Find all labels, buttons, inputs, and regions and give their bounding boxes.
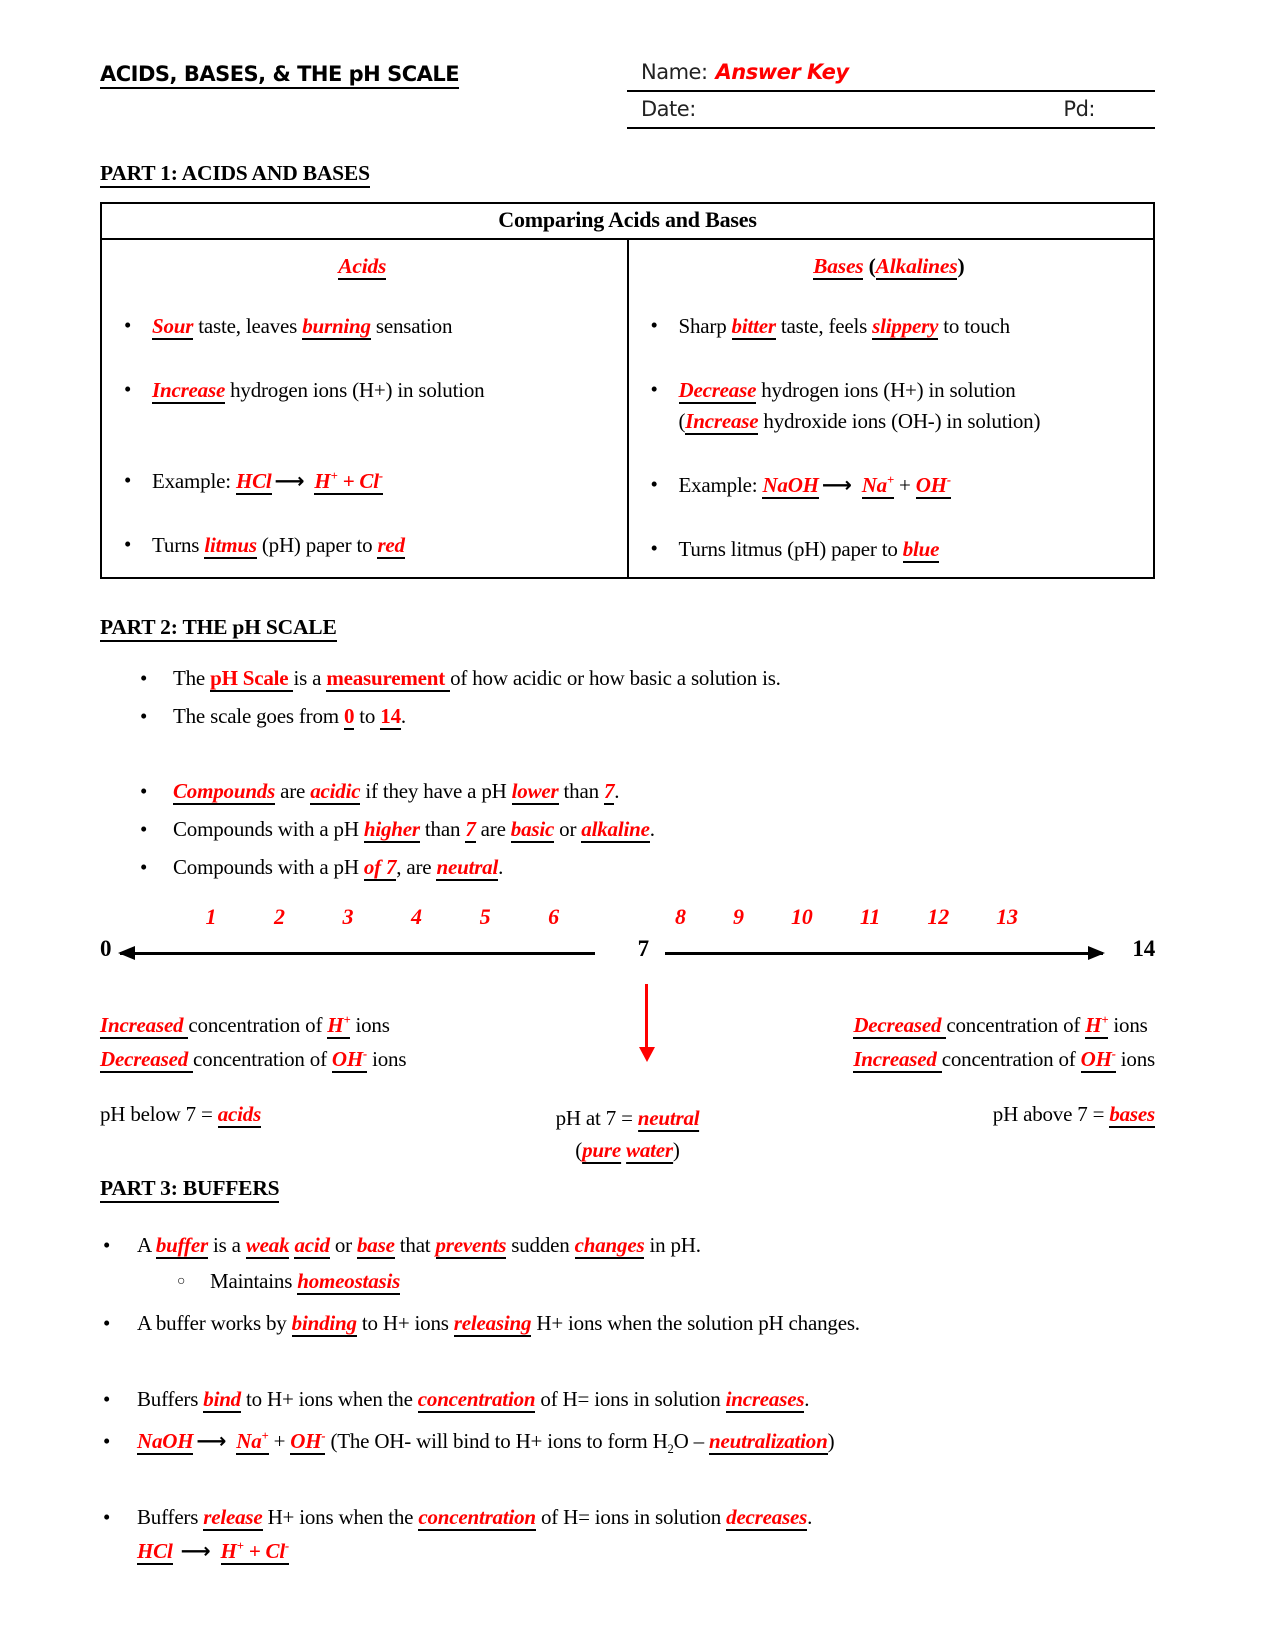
header (100, 60, 1155, 129)
text-segment: The (173, 666, 211, 690)
text-segment: to H+ ions (356, 1311, 454, 1335)
list-item (103, 1307, 1155, 1339)
tick-label: 5 (479, 904, 491, 929)
list-item (177, 1265, 1155, 1297)
text-segment: concentration (417, 1387, 536, 1411)
text-segment: blue (902, 537, 940, 561)
text-segment: sudden (506, 1233, 575, 1257)
text-segment: bases (1109, 1102, 1155, 1126)
text-segment: . (649, 817, 655, 841)
text-segment: base (357, 1233, 395, 1257)
date-row (627, 92, 1155, 129)
table-body-row (101, 239, 1154, 578)
list-item (635, 470, 1144, 501)
text-segment: ions (1108, 1013, 1148, 1037)
text-segment: NaOH (762, 473, 819, 497)
text-segment: H+ (327, 1013, 351, 1037)
text-segment: if they have a pH (360, 779, 512, 803)
text-segment: A buffer works by (137, 1311, 292, 1335)
text-segment: , are (396, 855, 437, 879)
text-segment: Na+ (861, 473, 894, 497)
text-segment: that (394, 1233, 436, 1257)
text-segment: OH- (331, 1047, 368, 1071)
text-segment: Increased (100, 1013, 189, 1037)
text-segment: Example: (678, 473, 763, 497)
text-segment: ions (367, 1047, 407, 1071)
text-segment: is a (207, 1233, 246, 1257)
acids-column (101, 239, 628, 578)
text-segment: in pH. (644, 1233, 701, 1257)
text-segment: changes (574, 1233, 645, 1257)
text-segment: measurement (326, 666, 451, 690)
text-segment: of 7 (363, 855, 397, 879)
left-arrow-line (120, 952, 595, 955)
base-side-note (853, 1008, 1155, 1076)
part3-heading: PART 3: BUFFERS (100, 1176, 1155, 1201)
text-segment: 0 (343, 704, 355, 728)
text-segment: prevents (435, 1233, 507, 1257)
text-segment: water (626, 1138, 673, 1162)
text-segment: hydrogen ions (H+) in solution (225, 378, 485, 402)
text-segment: or (329, 1233, 357, 1257)
part3-bullet-list (100, 1229, 1155, 1567)
page-title: ACIDS, BASES, & THE pH SCALE (100, 60, 627, 86)
text-segment: Decreased (853, 1013, 947, 1037)
text-segment: bitter (731, 314, 776, 338)
text-segment: ions (1115, 1047, 1155, 1071)
right-arrow-icon: ⟶ (196, 1429, 227, 1453)
ph-scale-right-ticks (675, 904, 1018, 930)
ph-at-note (556, 1102, 700, 1166)
list-item (108, 375, 617, 433)
text-segment: HCl (235, 469, 272, 493)
text-segment: Turns litmus (pH) paper to (678, 537, 903, 561)
text-segment: are (275, 779, 311, 803)
text-segment: pH Scale (210, 666, 294, 690)
text-segment: concentration of (193, 1047, 332, 1071)
text-segment: acidic (310, 779, 361, 803)
tick-label: 2 (274, 904, 285, 929)
text-segment: weak (245, 1233, 290, 1257)
text-segment: 7 (603, 779, 615, 803)
text-segment: to (354, 704, 381, 728)
text-segment: O – (673, 1429, 710, 1453)
text-segment: is a (293, 666, 327, 690)
ph-below-note (100, 1102, 261, 1127)
text-segment: ( (863, 254, 876, 278)
list-item (103, 1229, 1155, 1297)
text-segment: lower (511, 779, 559, 803)
text-segment: The scale goes from (173, 704, 344, 728)
text-segment: Maintains (210, 1269, 298, 1293)
text-segment: hydroxide ions (OH-) in solution) (758, 409, 1041, 433)
text-segment: concentration (418, 1505, 536, 1529)
text-segment: hydrogen ions (H+) in solution (756, 378, 1016, 402)
text-segment: of H= ions in solution (535, 1505, 727, 1529)
text-segment: Compounds with a pH (173, 855, 364, 879)
down-arrow-icon (645, 984, 648, 1050)
tick-label: 8 (674, 904, 686, 929)
bases-column-header (635, 254, 1144, 279)
part2-heading: PART 2: THE pH SCALE (100, 615, 1155, 640)
tick-label: 11 (859, 904, 881, 929)
text-segment: H+ + Cl- (220, 1539, 289, 1563)
text-segment: Increase (152, 378, 226, 402)
text-segment: ) (827, 1429, 835, 1453)
text-segment: neutral (637, 1106, 700, 1130)
text-segment: concentration of (188, 1013, 328, 1037)
tick-label: 9 (732, 904, 744, 929)
name-row (627, 60, 1155, 92)
acids-bullet-list (108, 311, 617, 561)
text-segment: pH at 7 = (555, 1106, 638, 1130)
text-segment: H+ ions when the (262, 1505, 419, 1529)
text-segment: sensation (370, 314, 453, 338)
text-segment: ) (672, 1138, 680, 1162)
text-segment: alkaline (581, 817, 650, 841)
acids-column-header (108, 254, 617, 279)
sub-bullet-list (137, 1265, 1155, 1297)
scale-mid-label: 7 (637, 936, 649, 961)
text-segment: pH above 7 = (992, 1102, 1110, 1126)
text-segment: of H= ions in solution (535, 1387, 726, 1411)
comparison-table (100, 202, 1155, 579)
text-segment: than (558, 779, 604, 803)
text-segment (173, 1539, 178, 1563)
text-segment: Buffers (137, 1505, 204, 1529)
text-segment: to touch (938, 314, 1010, 338)
list-item (108, 311, 617, 342)
text-segment: basic (510, 817, 555, 841)
text-segment: Example: (152, 469, 236, 493)
list-item (140, 700, 1155, 733)
tick-label: 10 (791, 904, 813, 929)
text-segment: acids (217, 1102, 262, 1126)
text-segment: taste, leaves (193, 314, 303, 338)
text-segment: than (419, 817, 466, 841)
right-arrow-icon: ⟶ (821, 473, 852, 497)
text-segment: H+ + Cl- (314, 469, 383, 493)
list-item (635, 375, 1144, 437)
text-segment: OH- (1080, 1047, 1116, 1071)
list-item (103, 1383, 1155, 1415)
text-segment: Increased (853, 1047, 942, 1071)
text-segment: HCl (137, 1539, 173, 1563)
list-item (635, 534, 1144, 565)
text-segment: buffer (155, 1233, 208, 1257)
text-segment: . (804, 1387, 810, 1411)
text-segment: neutral (436, 855, 499, 879)
text-segment: 7 (465, 817, 476, 841)
text-segment: neutralization (709, 1429, 828, 1453)
text-segment: Compounds with a pH (173, 817, 364, 841)
part2-bullet-list (100, 662, 1155, 884)
text-segment: Na+ (236, 1429, 269, 1453)
scale-min-label: 0 (100, 936, 112, 961)
list-item (103, 1501, 1155, 1567)
text-segment: ( (575, 1138, 583, 1162)
tick-label: 12 (927, 904, 950, 929)
right-arrow-icon: ⟶ (274, 469, 305, 493)
text-segment: . (614, 779, 620, 803)
text-segment: Buffers (137, 1387, 204, 1411)
text-segment: concentration of (941, 1047, 1081, 1071)
text-segment: pure (582, 1138, 621, 1162)
list-item (635, 311, 1144, 342)
text-segment: Decreased (100, 1047, 194, 1071)
scale-max-label: 14 (1132, 936, 1155, 961)
part1-heading: PART 1: ACIDS AND BASES (100, 161, 1155, 186)
bases-bullet-list (635, 311, 1144, 565)
text-segment: (The OH- will bind to H+ ions to form H (325, 1429, 668, 1453)
name-answer: Answer Key (715, 60, 849, 84)
list-item (108, 466, 617, 497)
text-segment: 14 (380, 704, 401, 728)
date-label: Date: (641, 97, 696, 121)
text-segment: ions (350, 1013, 390, 1037)
text-segment: pH below 7 = (100, 1102, 218, 1126)
text-segment: H+ (1085, 1013, 1109, 1037)
text-segment: A (137, 1233, 156, 1257)
text-segment: increases (725, 1387, 805, 1411)
text-segment: red (377, 533, 405, 557)
tick-label: 1 (205, 904, 217, 929)
text-segment: ) (957, 254, 965, 278)
text-segment: ( (678, 409, 686, 433)
list-item (140, 851, 1155, 884)
text-segment: OH- (915, 473, 951, 497)
text-segment: Turns (152, 533, 205, 557)
text-segment: (pH) paper to (256, 533, 378, 557)
text-segment: are (475, 817, 511, 841)
tick-label: 13 (996, 904, 1018, 929)
list-item (108, 530, 617, 561)
text-segment: or (554, 817, 582, 841)
tick-label: 4 (411, 904, 422, 929)
text-segment: burning (302, 314, 371, 338)
right-arrow-line (665, 952, 1103, 955)
text-segment: to H+ ions when the (240, 1387, 418, 1411)
list-item (103, 1425, 1155, 1457)
table-title: Comparing Acids and Bases (101, 203, 1154, 239)
ph-above-note (993, 1102, 1155, 1127)
bases-column (628, 239, 1155, 578)
list-item (140, 775, 1155, 808)
ph-scale-figure (100, 904, 1155, 1166)
text-segment: Sour (152, 314, 194, 338)
text-segment: . (807, 1505, 813, 1529)
text-segment: Acids (338, 254, 387, 278)
text-segment: releasing (453, 1311, 532, 1335)
list-item (140, 662, 1155, 695)
name-label: Name: (641, 60, 708, 84)
text-segment: decreases (726, 1505, 808, 1529)
text-segment: binding (291, 1311, 357, 1335)
text-segment: 2 (667, 1442, 674, 1457)
name-date-block (627, 60, 1155, 129)
text-segment: Sharp (678, 314, 732, 338)
text-segment: Increase (685, 409, 759, 433)
text-segment: higher (363, 817, 420, 841)
text-segment: Alkalines (875, 254, 958, 278)
text-segment: + (893, 473, 916, 497)
pd-label: Pd: (1063, 97, 1095, 121)
text-segment: . (498, 855, 504, 879)
text-segment: NaOH (137, 1429, 194, 1453)
ph-scale-left-ticks (206, 904, 559, 930)
text-segment: concentration of (946, 1013, 1086, 1037)
text-segment: slippery (872, 314, 939, 338)
tick-label: 6 (548, 904, 559, 929)
text-segment: acid (294, 1233, 330, 1257)
text-segment: taste, feels (775, 314, 873, 338)
acid-side-note (100, 1008, 406, 1076)
text-segment: release (203, 1505, 263, 1529)
text-segment: Compounds (173, 779, 276, 803)
text-segment: litmus (204, 533, 257, 557)
text-segment: + (268, 1429, 291, 1453)
text-segment: of how acidic or how basic a solution is. (450, 666, 781, 690)
table-title-row (101, 203, 1154, 239)
text-segment: bind (203, 1387, 241, 1411)
text-segment: Bases (813, 254, 864, 278)
right-arrow-icon: ⟶ (180, 1539, 211, 1563)
text-segment: Decrease (678, 378, 757, 402)
text-segment: OH- (290, 1429, 326, 1453)
list-item (140, 813, 1155, 846)
text-segment: homeostasis (297, 1269, 401, 1293)
tick-label: 3 (342, 904, 354, 929)
text-segment: H+ ions when the solution pH changes. (531, 1311, 860, 1335)
text-segment: . (400, 704, 406, 728)
